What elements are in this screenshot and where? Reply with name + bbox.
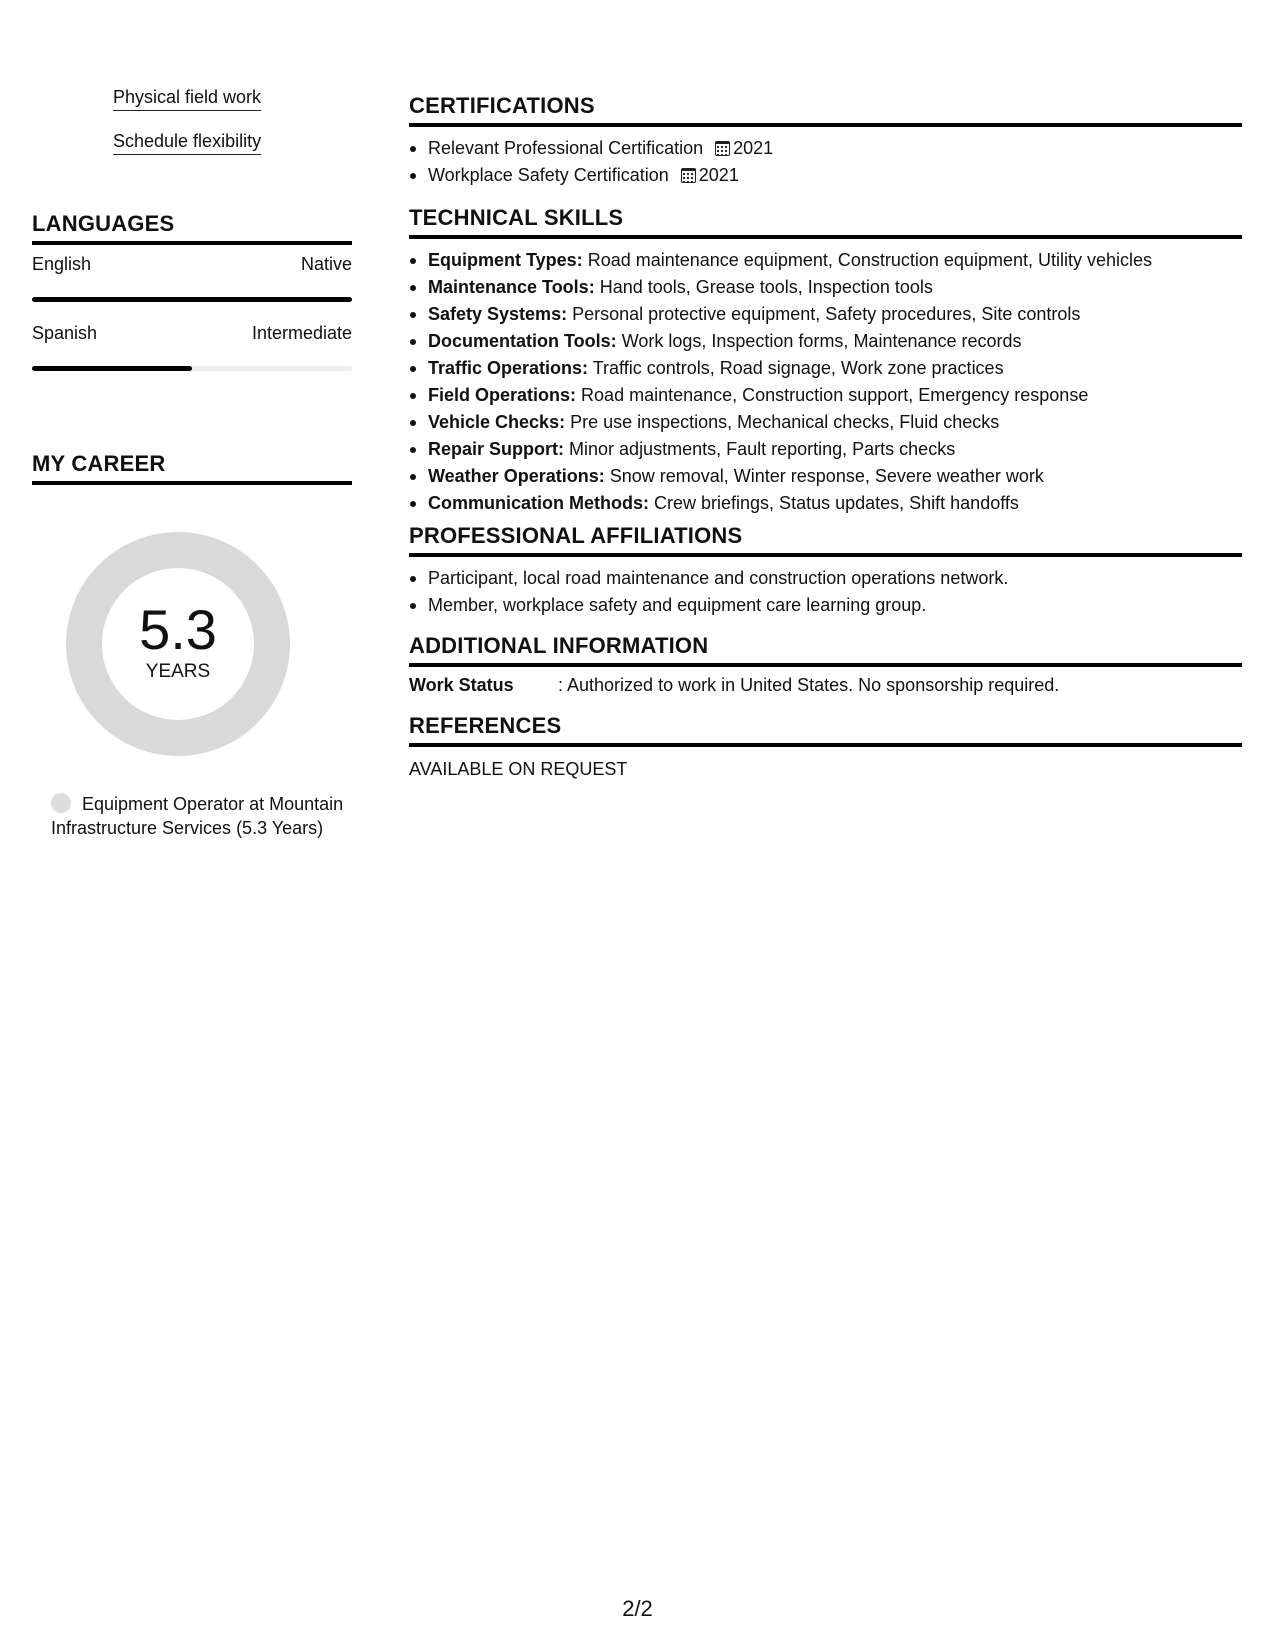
skill-label: Communication Methods: [428, 493, 649, 513]
language-name: English [32, 254, 92, 274]
language-proficiency-bar [32, 297, 352, 302]
languages-heading: LANGUAGES [32, 211, 352, 245]
list-item [409, 135, 1242, 162]
skill-value: Minor adjustments, Fault reporting, Parts checks [569, 439, 956, 459]
work-status-label: Work Status [409, 675, 514, 695]
list-item: Participant, local road maintenance and construction operations network. [409, 565, 1242, 592]
skill-value: Road maintenance, Construction support, Emergency response [581, 385, 1089, 405]
list-item [409, 274, 1242, 301]
sidebar-tags [113, 86, 261, 174]
tag-item: Schedule flexibility [113, 130, 261, 155]
skill-label: Documentation Tools: [428, 331, 617, 351]
language-row [32, 323, 352, 344]
skill-label: Vehicle Checks: [428, 412, 566, 432]
list-item [409, 409, 1242, 436]
language-proficiency-fill [32, 297, 352, 302]
skill-value: Pre use inspections, Mechanical checks, Fluid checks [570, 412, 1000, 432]
skill-label: Repair Support: [428, 439, 565, 459]
technical-skills-section [409, 205, 1242, 517]
legend-dot-icon [51, 793, 71, 813]
skill-label: Maintenance Tools: [428, 277, 595, 297]
certifications-list [409, 135, 1242, 189]
list-item [409, 355, 1242, 382]
affiliations-section [409, 523, 1242, 619]
list-item [409, 382, 1242, 409]
list-item [409, 301, 1242, 328]
skill-value: Work logs, Inspection forms, Maintenance records [621, 331, 1022, 351]
references-text: AVAILABLE ON REQUEST [409, 759, 628, 779]
language-name: Spanish [32, 323, 98, 343]
list-item [409, 328, 1242, 355]
list-item [409, 490, 1242, 517]
skill-value: Traffic controls, Road signage, Work zone practices [592, 358, 1004, 378]
skill-label: Field Operations: [428, 385, 577, 405]
certification-name: Relevant Professional Certification [428, 138, 704, 158]
references-heading: REFERENCES [409, 713, 1242, 747]
career-years-value: 5.3 [139, 598, 217, 661]
skill-label: Traffic Operations: [428, 358, 589, 378]
list-item [409, 436, 1242, 463]
certifications-heading: CERTIFICATIONS [409, 93, 1242, 127]
technical-skills-list [409, 247, 1242, 517]
affiliations-heading: PROFESSIONAL AFFILIATIONS [409, 523, 1242, 557]
certification-year: 2021 [733, 138, 774, 158]
work-status-value: : Authorized to work in United States. No sponsorship required. [558, 675, 1060, 695]
technical-skills-heading: TECHNICAL SKILLS [409, 205, 1242, 239]
career-years-unit: YEARS [145, 661, 211, 682]
skill-value: Crew briefings, Status updates, Shift handoffs [654, 493, 1019, 513]
career-legend-item [51, 792, 351, 840]
work-status-row [409, 675, 1242, 696]
list-item: Member, workplace safety and equipment care learning group. [409, 592, 1242, 619]
list-item [409, 247, 1242, 274]
calendar-icon [681, 168, 696, 183]
references-section [409, 713, 1242, 780]
skill-value: Road maintenance equipment, Construction equipment, Utility vehicles [587, 250, 1153, 270]
language-level: Native [300, 254, 352, 274]
skill-value: Hand tools, Grease tools, Inspection tools [599, 277, 933, 297]
language-level: Intermediate [251, 323, 352, 343]
skill-value: Snow removal, Winter response, Severe weather work [609, 466, 1044, 486]
career-donut-center [66, 600, 290, 684]
list-item [409, 463, 1242, 490]
additional-info-heading: ADDITIONAL INFORMATION [409, 633, 1242, 667]
language-proficiency-bar [32, 366, 352, 371]
career-heading: MY CAREER [32, 451, 352, 485]
skill-label: Weather Operations: [428, 466, 605, 486]
additional-info-section [409, 633, 1242, 696]
list-item [409, 162, 1242, 189]
language-proficiency-fill [32, 366, 192, 371]
skill-label: Equipment Types: [428, 250, 583, 270]
skill-value: Personal protective equipment, Safety procedures, Site controls [572, 304, 1081, 324]
career-legend-text: Equipment Operator at Mountain Infrastructure Services (5.3 Years) [51, 794, 344, 838]
skill-label: Safety Systems: [428, 304, 568, 324]
tag-item: Physical field work [113, 86, 261, 111]
certification-name: Workplace Safety Certification [428, 165, 669, 185]
affiliations-list [409, 565, 1242, 619]
certifications-section [409, 93, 1242, 189]
certification-year: 2021 [698, 165, 739, 185]
page-number: 2/2 [622, 1596, 653, 1621]
calendar-icon [715, 141, 730, 156]
language-row [32, 254, 352, 275]
